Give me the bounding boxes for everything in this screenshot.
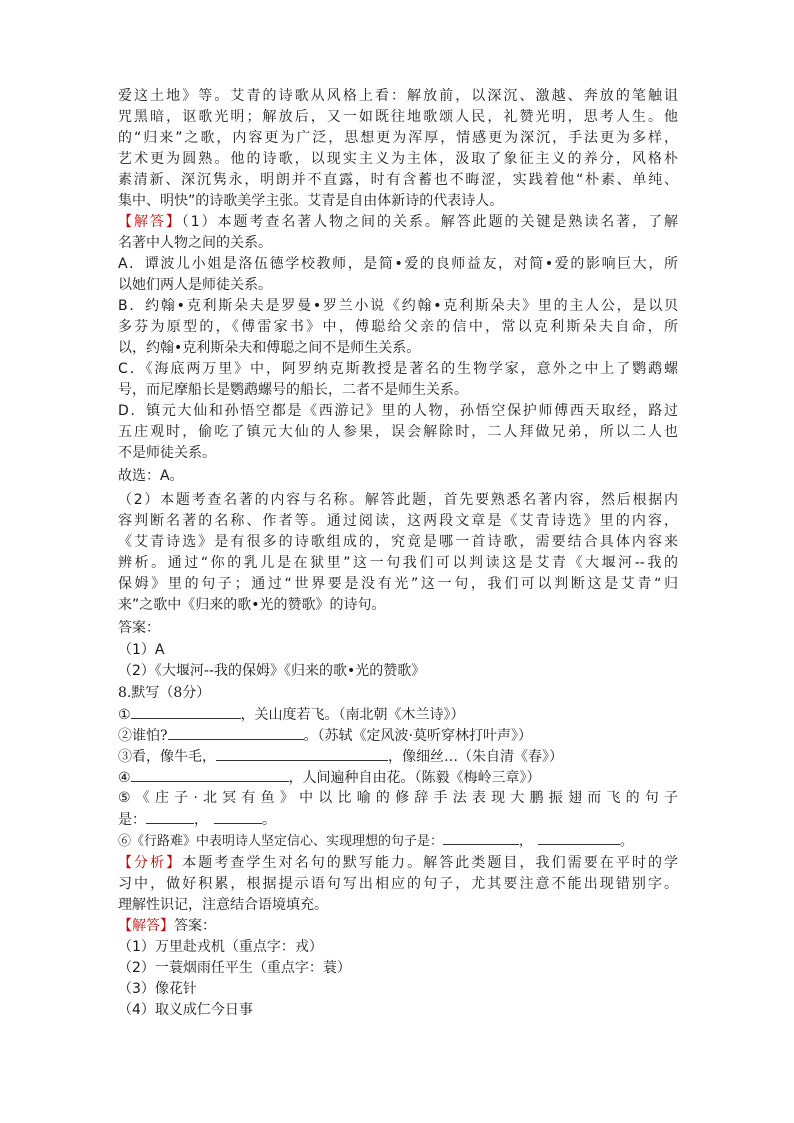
option-d-line: 五庄观时，偷吃了镇元大仙的人参果，误会解除时，二人拜做兄弟，所以二人也	[118, 424, 678, 440]
fill-blank[interactable]	[214, 809, 262, 824]
q8-item-1: ① ，关山度若飞。（南北朝《木兰诗》）	[118, 704, 678, 725]
text-line: 容判断名著的名称、作者等。通过阅读，这两段文章是《艾青诗选》里的内容，	[118, 513, 678, 529]
answer-heading-line: 【解答】答案：	[118, 918, 216, 934]
fill-blank[interactable]	[538, 830, 620, 845]
fill-blank[interactable]	[168, 725, 304, 740]
answer-2: （2）《大堰河--我的保姆》《归来的歌•光的赞歌》	[118, 663, 426, 679]
answer-1: （1）A	[118, 642, 165, 658]
text-line: 的“归来”之歌，内容更为广泛，思想更为浑厚，情感更为深沉，手法更为多样，	[118, 130, 678, 146]
text-line: 辨析。通过“你的乳儿是在狱里”这一句我们可以判读这是艾青《大堰河--我的	[118, 555, 678, 571]
answer-heading-line: 【解答】（1）本题考查名著人物之间的关系。解答此题的关键是熟读名著，了解	[118, 214, 678, 230]
option-b-line: 以，约翰•克利斯朵夫和傅聪之间不是师生关系。	[118, 340, 421, 356]
text-line: 保姆》里的句子；通过“世界要是没有光”这一句，我们可以判断这是艾青“归	[118, 576, 678, 592]
question-8-title: 8.默写（8分）	[118, 685, 211, 701]
text-line: 爱这土地》等。艾青的诗歌从风格上看：解放前，以深沉、激越、奔放的笔触诅	[118, 88, 678, 104]
text-line: （2）本题考查名著的内容与名称。解答此题，首先要熟悉名著内容，然后根据内	[118, 492, 678, 508]
answer-item: （2）一蓑烟雨任平生（重点字：蓑）	[118, 960, 351, 976]
answer-item: （1）万里赴戎机（重点字：戎）	[118, 939, 323, 955]
text-line: 咒黑暗，讴歌光明；解放后，又一如既往地歌颂人民，礼赞光明，思考人生。他	[118, 109, 678, 125]
answer-label: 答案：	[118, 620, 160, 636]
text-line: 理解性识记，注意结合语境填充。	[118, 897, 328, 913]
fill-blank[interactable]	[443, 830, 519, 845]
q8-item-6: ⑥《行路难》中表明诗人坚定信心、实现理想的句子是： ， 。	[118, 830, 678, 851]
jieda-tag: 【解答】	[118, 918, 174, 934]
q8-item-3: ③看，像牛毛， ，像细丝…（朱自清《春》）	[118, 746, 678, 767]
text-line: 素清新、深沉隽永，明朗并不直露，时有含蓄也不晦涩，实践着他“朴素、单纯、	[118, 172, 678, 188]
option-a-line: 以她们两人是师徒关系。	[118, 277, 272, 293]
option-c-line: 号，而尼摩船长是鹦鹉螺号的船长，二者不是师生关系。	[118, 382, 468, 398]
answer-item: （4）取义成仁今日事	[118, 1002, 253, 1018]
answer-item: （3）像花针	[118, 981, 197, 997]
fill-blank[interactable]	[146, 809, 194, 824]
q8-item-4: ④ ，人间遍种自由花。（陈毅《梅岭三章》）	[118, 767, 678, 788]
fill-blank[interactable]	[131, 767, 289, 782]
q8-item-2: ②谁怕? 。（苏轼《定风波·莫听穿林打叶声》）	[118, 725, 678, 746]
fenxi-tag: 【分析】	[118, 855, 183, 871]
text-line: 《艾青诗选》是有很多的诗歌组成的，究竟是哪一首诗歌，需要结合具体内容来	[118, 534, 678, 550]
option-d-line: D．镇元大仙和孙悟空都是《西游记》里的人物，孙悟空保护师傅西天取经，路过	[118, 403, 678, 419]
choice-line: 故选：A。	[118, 468, 184, 484]
text-line: 集中、明快”的诗歌美学主张。艾青是自由体新诗的代表诗人。	[118, 193, 504, 209]
text-line: 习中，做好积累，根据提示语句写出相应的句子，尤其要注意不能出现错别字。	[118, 876, 678, 892]
option-b-line: 多芬为原型的，《傅雷家书》中，傅聪给父亲的信中，常以克利斯朵夫自命，所	[118, 319, 678, 335]
option-c-line: C．《海底两万里》中，阿罗纳克斯教授是著名的生物学家，意外之中上了鹦鹉螺	[118, 361, 678, 377]
analysis-line: 【分析】本题考查学生对名句的默写能力。解答此类题目，我们需要在平时的学	[118, 855, 678, 871]
option-d-line: 不是师徒关系。	[118, 445, 216, 461]
jieda-tag: 【解答】	[118, 214, 182, 230]
fill-blank[interactable]	[216, 746, 388, 761]
text-line: 名著中人物之间的关系。	[118, 235, 272, 251]
fill-blank[interactable]	[131, 704, 241, 719]
option-a-line: A．谭波儿小姐是洛伍德学校教师，是简•爱的良师益友，对简•爱的影响巨大，所	[118, 256, 678, 272]
text-line: 艺术更为圆熟。他的诗歌，以现实主义为主体，汲取了象征主义的养分，风格朴	[118, 151, 678, 167]
text-line: 来”之歌中《归来的歌•光的赞歌》的诗句。	[118, 597, 386, 613]
option-b-line: B．约翰•克利斯朵夫是罗曼•罗兰小说《约翰•克利斯朵夫》里的主人公，是以贝	[118, 298, 678, 314]
q8-item-5-blanks: 是： ， 。	[118, 809, 678, 830]
q8-item-5: ⑤《庄子·北冥有鱼》中以比喻的修辞手法表现大鹏振翅而飞的句子	[118, 790, 678, 806]
